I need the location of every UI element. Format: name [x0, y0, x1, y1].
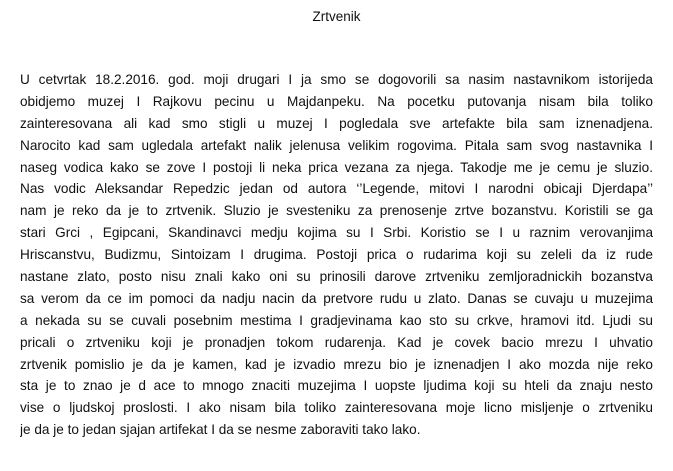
text-line: a nekada su se cuvali posebnim mestima I gradjevinama kao sto su crkve, hramovi itd. Ljudi su [20, 312, 653, 328]
text-line: sa verom da ce im pomoci da nadju nacin da pretvore rudu u zlato. Danas se cuvaju u muzejima [20, 290, 653, 306]
text-line: Narocito kad sam ugledala artefakt nalik jelenusa velikim rogovima. Pitala sam svog nastavnika I [20, 137, 653, 153]
text-line: naseg vodica kako se zove I postoji li neka prica vezana za njega. Takodje me je cemu je sluzio. [20, 159, 653, 175]
text-line: nastane zlato, posto nisu znali kako oni su prinosili darove zrtveniku zemljoradnickih bozanstva [20, 269, 653, 285]
text-line: vise o ljudskoj proslosti. I ako nisam bila toliko zainteresovana moje licno misljenje o zrtveniku [20, 400, 653, 416]
text-line: obidjemo muzej I Rajkovu pecinu u Majdanpeku. Na pocetku putovanja nisam bila toliko [20, 93, 653, 109]
text-line: zainteresovana ali kad smo stigli u muzej I pogledala sve artefakte bila sam iznenadjena. [20, 115, 653, 131]
text-line: je da je to jedan sjajan artifekat I da se nesme zaboraviti tako lako. [20, 422, 421, 438]
document-body [20, 69, 653, 441]
text-line: zrtvenik pomislio je da je kamen, kad je izvadio mrezu bio je iznenadjen I ako mozda nije reko [20, 356, 653, 372]
document-title: Zrtvenik [312, 9, 361, 24]
text-line: nam je reko da je to zrtvenik. Sluzio je svesteniku za prenosenje zrtve bozanstvu. Koristili se ga [20, 203, 653, 219]
text-line: Hriscanstvu, Budizmu, Sintoizam I drugima. Postoji prica o rudarima koji su zeleli da iz rude [20, 247, 653, 263]
text-line: sta je to znao je d ace to mnogo znaciti muzejima I uopste ljudima koji su hteli da znaju nesto [20, 378, 653, 394]
text-line: pricali o zrtveniku koji je pronadjen tokom rudarenja. Kad je covek bacio mrezu I uhvatio [20, 334, 653, 350]
text-line: U cetvrtak 18.2.2016. god. moji drugari I ja smo se dogovorili sa nasim nastavnikom istorijeda [20, 72, 653, 87]
text-line: Nas vodic Aleksandar Repedzic jedan od autora ‘’Legende, mitovi I narodni obicaji Djerdapa’’ [20, 181, 653, 197]
text-line: stari Grci , Egipcani, Skandinavci medju kojima su I Srbi. Koristio se I u raznim verovanjima [20, 225, 653, 241]
